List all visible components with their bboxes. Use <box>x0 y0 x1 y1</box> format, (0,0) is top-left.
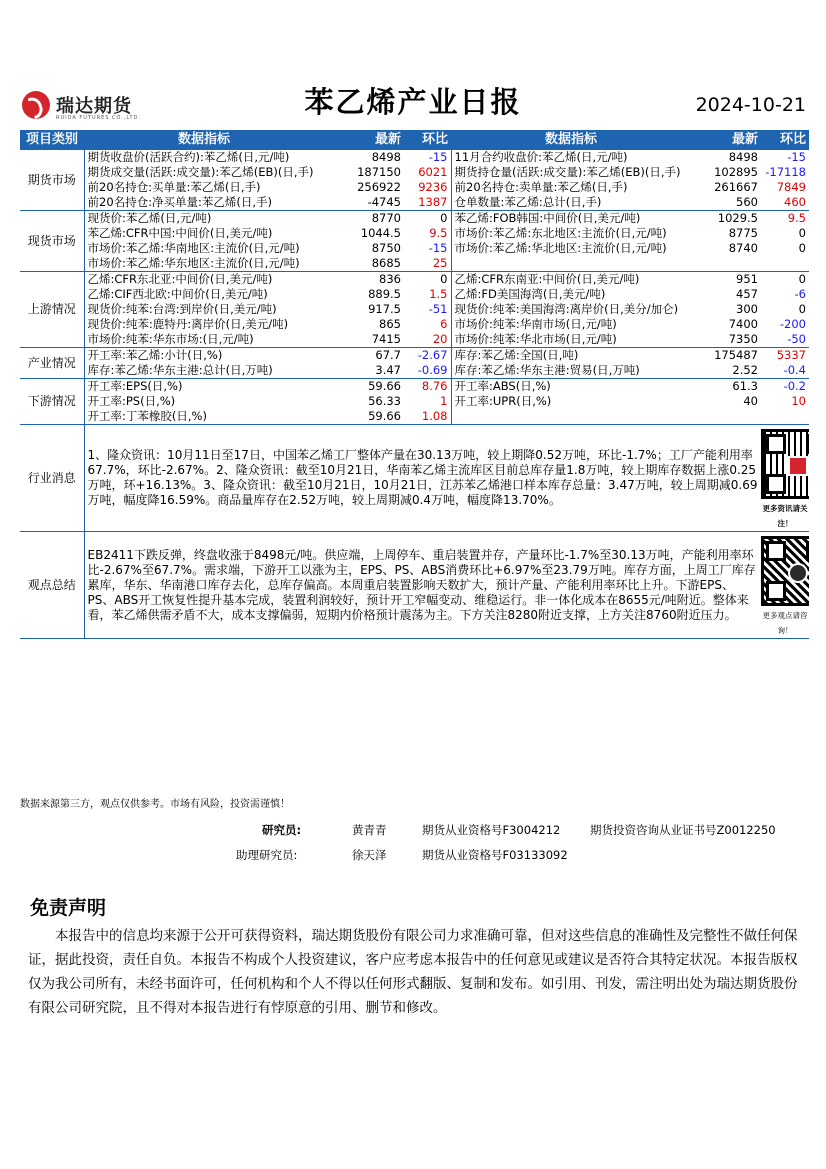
metric-change: 9.5 <box>404 226 451 241</box>
metric-latest-2: 175487 <box>691 348 761 364</box>
metric-name: 乙烯:CIF西北欧:中间价(日,美元/吨) <box>87 287 268 301</box>
metric-latest-2: 7350 <box>728 332 758 346</box>
metric-change-2: -17118 <box>765 165 806 179</box>
qr-code-icon <box>761 536 809 606</box>
metric-name: 现货价:纯苯:鹿特丹:离岸价(日,美元/吨) <box>87 317 289 331</box>
metric-latest-2: 8740 <box>728 241 758 255</box>
metric-change: 1.5 <box>404 287 451 302</box>
metric-name-2 <box>451 256 691 272</box>
metric-name-2: 乙烯:FD美国海湾(日,美元/吨) <box>454 287 606 301</box>
qr-follow <box>761 425 809 532</box>
metric-change: 20 <box>404 332 451 348</box>
metric-change: 9236 <box>404 180 451 195</box>
metric-latest: 917.5 <box>368 302 401 316</box>
metric-latest: 8770 <box>324 211 404 227</box>
table-row <box>20 226 809 241</box>
table-row <box>20 363 809 379</box>
metric-name-2 <box>451 409 691 425</box>
metric-name-2: 11月合约收盘价:苯乙烯(日,元/吨) <box>451 150 691 166</box>
qr-consult <box>761 532 809 639</box>
metric-latest-2: 300 <box>736 302 758 316</box>
metric-name-2: 市场价:苯乙烯:东北地区:主流价(日,元/吨) <box>454 226 667 240</box>
metric-latest: 889.5 <box>368 287 401 301</box>
metric-change: -0.69 <box>404 363 451 379</box>
data-table <box>20 130 809 639</box>
metric-change: 6021 <box>404 165 451 180</box>
metric-change-2: 0 <box>798 241 806 255</box>
metric-change-2: 7849 <box>776 180 806 194</box>
researcher-cert: 期货从业资格号F3004212 <box>422 823 561 837</box>
metric-name: 乙烯:CFR东北亚:中间价(日,美元/吨) <box>84 272 324 288</box>
metric-change: 1.08 <box>404 409 451 425</box>
metric-name: 前20名持仓:净买单量:苯乙烯(日,手) <box>87 195 273 209</box>
metric-change: 0 <box>404 211 451 227</box>
metric-name-2: 开工率:ABS(日,%) <box>451 379 691 395</box>
metric-name-2: 市场价:苯乙烯:华北地区:主流价(日,元/吨) <box>454 241 667 255</box>
metric-name-2: 乙烯:CFR东南亚:中间价(日,美元/吨) <box>451 272 691 288</box>
metric-name-2: 前20名持仓:卖单量:苯乙烯(日,手) <box>454 180 628 194</box>
metric-change: 1 <box>404 394 451 409</box>
assistant-cert: 期货从业资格号F03133092 <box>422 848 568 862</box>
table-row <box>20 302 809 317</box>
table-row <box>20 332 809 348</box>
table-row <box>20 348 809 364</box>
header-category: 项目类别 <box>20 130 84 150</box>
metric-name-2: 苯乙烯:FOB韩国:中间价(日,美元/吨) <box>451 211 691 227</box>
table-row <box>20 150 809 166</box>
metric-name-2: 仓单数量:苯乙烯:总计(日,手) <box>454 195 602 209</box>
metric-name: 开工率:苯乙烯:小计(日,%) <box>84 348 324 364</box>
table-body <box>20 150 809 425</box>
table-row <box>20 317 809 332</box>
metric-latest-2: 8775 <box>728 226 758 240</box>
category-cell: 产业情况 <box>20 348 84 379</box>
report-title: 苯乙烯产业日报 <box>304 85 522 119</box>
header-metric-2: 数据指标 <box>451 130 691 150</box>
view-summary-label: 观点总结 <box>20 532 84 639</box>
qr-follow-caption: 更多资讯请关注！ <box>762 504 808 528</box>
metric-name: 开工率:丁苯橡胶(日,%) <box>87 409 207 423</box>
metric-name-2: 库存:苯乙烯:全国(日,吨) <box>451 348 691 364</box>
table-row <box>20 180 809 195</box>
table-header-row <box>20 130 809 150</box>
assistant-label: 助理研究员: <box>236 848 298 862</box>
metric-name: 库存:苯乙烯:华东主港:总计(日,万吨) <box>87 363 273 377</box>
qr-consult-caption: 更多观点请咨询！ <box>762 611 808 635</box>
table-row <box>20 409 809 425</box>
metric-change: 6 <box>404 317 451 332</box>
category-cell: 期货市场 <box>20 150 84 211</box>
metric-change-2 <box>761 256 809 272</box>
metric-name: 市场价:纯苯:华东市场:(日,元/吨) <box>87 332 254 346</box>
assistant-name: 徐天泽 <box>352 848 387 862</box>
industry-news-row <box>20 425 809 532</box>
metric-name: 苯乙烯:CFR中国:中间价(日,美元/吨) <box>87 226 273 240</box>
table-row <box>20 211 809 227</box>
disclaimer-text: 本报告中的信息均来源于公开可获得资料，瑞达期货股份有限公司力求准确可靠，但对这些信息的准确性及完整性不做任何保证，据此投资，责任自负。本报告不构成个人投资建议，客户应考虑本报告中的任何意见或建议是否符合其特定状况。本报告版权仅为我公司所有，未经书面许可，任何机构和个人不得以任何形式翻版、复制和发布。如引用、刊发，需注明出处为瑞达期货股份有限公司研究院，且不得对本报告进行有悖原意的引用、删节和修改。 <box>28 928 798 1016</box>
metric-change: 8.76 <box>404 379 451 395</box>
metric-change-2: 0 <box>798 226 806 240</box>
metric-name-2: 市场价:纯苯:华北市场(日,元/吨) <box>454 332 617 346</box>
metric-latest-2: 1029.5 <box>691 211 761 227</box>
metric-name: 现货价:纯苯:台湾:到岸价(日,美元/吨) <box>87 302 277 316</box>
metric-name: 前20名持仓:买单量:苯乙烯(日,手) <box>87 180 261 194</box>
metric-latest-2: 560 <box>736 195 758 209</box>
header-latest: 最新 <box>324 130 404 150</box>
researcher-label: 研究员: <box>262 823 302 837</box>
metric-name-2: 开工率:UPR(日,%) <box>454 394 552 408</box>
industry-news-text: 1、隆众资讯：10月11日至17日，中国苯乙烯工厂整体产量在30.13万吨，较上期降0.52万吨，环比-1.7%；工厂产能利用率67.7%，环比-2.67%。2、隆众资讯：截至10月21日，华南苯乙烯主流库区目前总库存量1.8万吨，较上期库存数据上涨0.25万吨，环+16.13%。3、隆众资讯：截至10月21日，10月21日，江苏苯乙烯港口样本库存总量：3.47万吨，较上周期减0.69万吨，幅度降16.59%。商品量库存在2.52万吨，较上周期减0.4万吨，幅度降13.70%。 <box>84 425 761 532</box>
metric-latest-2: 457 <box>736 287 758 301</box>
metric-change: 1387 <box>404 195 451 211</box>
metric-change-2: -15 <box>761 150 809 166</box>
metric-name: 市场价:苯乙烯:华南地区:主流价(日,元/吨) <box>87 241 300 255</box>
metric-latest: 3.47 <box>375 363 401 377</box>
header-latest-2: 最新 <box>691 130 761 150</box>
metric-latest: 865 <box>379 317 401 331</box>
table-row <box>20 272 809 288</box>
metric-latest: 256922 <box>357 180 401 194</box>
metric-change-2 <box>761 409 809 425</box>
metric-name-2: 现货价:纯苯:美国海湾:离岸价(日,美分/加仑) <box>454 302 679 316</box>
category-cell: 现货市场 <box>20 211 84 272</box>
metric-change-2: -0.4 <box>783 363 806 377</box>
metric-change: -51 <box>404 302 451 317</box>
category-cell: 上游情况 <box>20 272 84 348</box>
disclaimer-title: 免责声明 <box>30 897 107 919</box>
researcher-cert-2: 期货投资咨询从业证书号Z0012250 <box>590 823 776 837</box>
metric-latest: 59.66 <box>324 379 404 395</box>
metric-latest: 836 <box>324 272 404 288</box>
metric-change-2: 10 <box>791 394 806 408</box>
table-row <box>20 241 809 256</box>
metric-latest-2: 951 <box>691 272 761 288</box>
metric-change: -2.67 <box>404 348 451 364</box>
logo-name: 瑞达期货 <box>56 96 132 117</box>
metric-change-2: 0 <box>798 302 806 316</box>
metric-change-2: 9.5 <box>761 211 809 227</box>
table-row <box>20 195 809 211</box>
metric-change: -15 <box>404 150 451 166</box>
metric-change-2: 5337 <box>761 348 809 364</box>
metric-name: 期货收盘价(活跃合约):苯乙烯(日,元/吨) <box>84 150 324 166</box>
metric-name: 现货价:苯乙烯(日,元/吨) <box>84 211 324 227</box>
metric-name: 开工率:EPS(日,%) <box>84 379 324 395</box>
metric-name-2: 库存:苯乙烯:华东主港:贸易(日,万吨) <box>454 363 640 377</box>
metric-latest: 67.7 <box>324 348 404 364</box>
table-row <box>20 379 809 395</box>
qr-code-icon <box>761 429 809 499</box>
view-summary-row <box>20 532 809 639</box>
metric-name: 开工率:PS(日,%) <box>87 394 176 408</box>
metric-change-2: 460 <box>784 195 806 209</box>
metric-latest-2 <box>691 409 761 425</box>
metric-name-2: 期货持仓量(活跃:成交量):苯乙烯(EB)(日,手) <box>454 165 681 179</box>
header-metric: 数据指标 <box>84 130 324 150</box>
metric-latest: 56.33 <box>368 394 401 408</box>
table-row <box>20 394 809 409</box>
view-summary-text: EB2411下跌反弹，终盘收涨于8498元/吨。供应端，上周停车、重启装置并存，产量环比-1.7%至30.13万吨，产能利用率环比-2.67%至67.7%。需求端，下游开工以涨为主，EPS、PS、ABS消费环比+6.97%至23.79万吨。库存方面，上周工厂库存累库，华东、华南港口库存去化，总库存偏高。本周重启装置影响天数扩大，预计产量、产能利用率环比上升。下游EPS、PS、ABS开工恢复性提升基本完成，装置利润较好，预计开工窄幅变动、维稳运行。非一体化成本在8655元/吨附近。整体来看，苯乙烯供需矛盾不大，成本支撑偏弱，短期内价格预计震荡为主。下方关注8280附近支撑，上方关注8760附近压力。 <box>84 532 761 639</box>
header-change-2: 环比 <box>761 130 809 150</box>
metric-latest: 59.66 <box>368 409 401 423</box>
metric-change-2: -50 <box>787 332 806 346</box>
metric-change: -15 <box>404 241 451 256</box>
metric-latest-2 <box>691 256 761 272</box>
metric-latest: 7415 <box>371 332 401 346</box>
metric-latest: -4745 <box>367 195 401 209</box>
logo-name-en: RUIDA FUTURES CO.,LTD. <box>56 115 142 121</box>
metric-change-2: -6 <box>794 287 806 301</box>
metric-latest: 8750 <box>371 241 401 255</box>
metric-change: 0 <box>404 272 451 288</box>
table-row <box>20 256 809 272</box>
metric-latest-2: 40 <box>743 394 758 408</box>
report-date: 2024-10-21 <box>695 94 806 116</box>
table-row <box>20 165 809 180</box>
metric-name-2: 市场价:纯苯:华南市场(日,元/吨) <box>454 317 617 331</box>
metric-latest-2: 102895 <box>714 165 758 179</box>
metric-change-2: -0.2 <box>761 379 809 395</box>
industry-news-label: 行业消息 <box>20 425 84 532</box>
metric-latest-2: 2.52 <box>732 363 758 377</box>
metric-latest-2: 8498 <box>691 150 761 166</box>
metric-latest: 8498 <box>324 150 404 166</box>
metric-latest: 8685 <box>371 256 401 270</box>
metric-change-2: -200 <box>779 317 806 331</box>
metric-change-2: 0 <box>761 272 809 288</box>
metric-name: 期货成交量(活跃:成交量):苯乙烯(EB)(日,手) <box>87 165 314 179</box>
metric-latest: 187150 <box>357 165 401 179</box>
risk-footnote: 数据来源第三方，观点仅供参考。市场有风险，投资需谨慎！ <box>20 799 290 810</box>
table-row <box>20 287 809 302</box>
metric-latest-2: 61.3 <box>691 379 761 395</box>
metric-change: 25 <box>404 256 451 272</box>
metric-latest: 1044.5 <box>360 226 401 240</box>
category-cell: 下游情况 <box>20 379 84 425</box>
researcher-name: 黄青青 <box>352 823 387 837</box>
metric-name: 市场价:苯乙烯:华东地区:主流价(日,元/吨) <box>87 256 300 270</box>
header-change: 环比 <box>404 130 451 150</box>
metric-latest-2: 7400 <box>728 317 758 331</box>
metric-latest-2: 261667 <box>714 180 758 194</box>
